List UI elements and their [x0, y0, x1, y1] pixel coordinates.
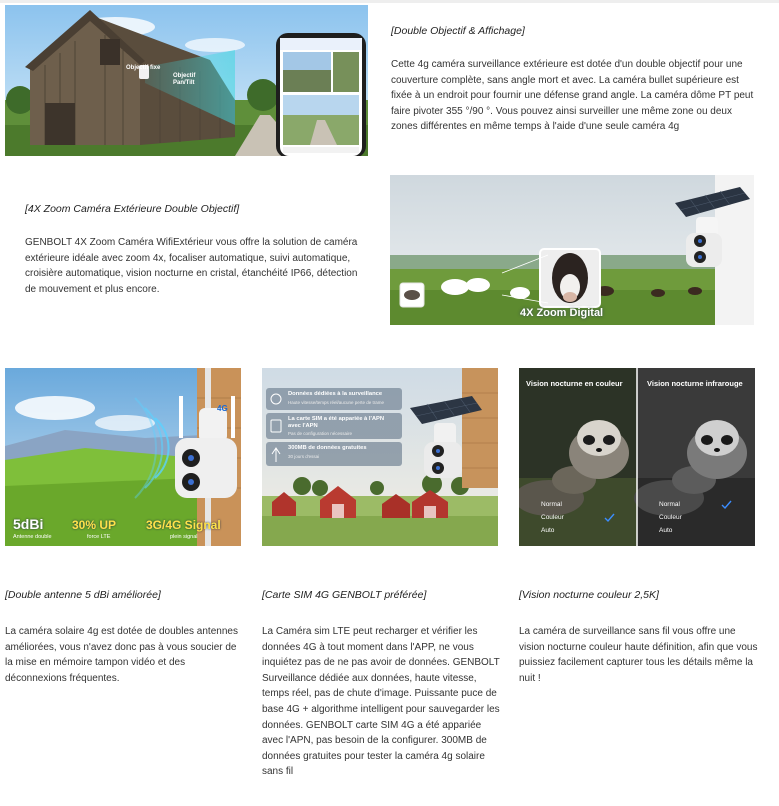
sim-feature-2-title: La carte SIM a été appariée à l'APN avec l'APN — [288, 416, 385, 429]
sim-title: [Carte SIM 4G GENBOLT préférée] — [262, 589, 427, 601]
barn-dual-lens-image — [5, 5, 368, 156]
night-title: [Vision nocturne couleur 2,5K] — [519, 589, 659, 601]
mode-right-color: Couleur — [659, 514, 682, 521]
sim-feature-3-sub: 30 jours d'essai — [288, 454, 320, 459]
night-text: La caméra de surveillance sans fil vous offre une vision nocturne couleur haute définition, afin que vous puissiez facilement capturer tous les détails même la nuit ! — [519, 626, 758, 684]
dual-lens-text: Cette 4g caméra surveillance extérieure est dotée d'un double objectif pour une couverture complète, sans angle mort et avec. La caméra bullet supérieure est fixée à un endroit pour fournir une défense grand angle. La caméra dôme PT peut faire pivoter 355 °/90 °. Vous pouvez ainsi surveiller une même zone ou deux zones différentes en même temps à l'aide d'une seule caméra 4g — [391, 59, 754, 133]
ir-night-label: Vision nocturne infrarouge — [647, 379, 743, 388]
sim-card-image — [262, 368, 498, 546]
dbi-sublabel: Antenne double — [13, 534, 52, 540]
mode-left-color: Couleur — [541, 514, 564, 521]
signal-label: 3G/4G Signal — [146, 518, 221, 532]
dbi-label: 5dBi — [13, 516, 44, 532]
antenna-title: [Double antenne 5 dBi améliorée] — [5, 589, 161, 601]
night-vision-image — [519, 368, 755, 546]
antenna-image — [5, 368, 241, 546]
mode-left-normal: Normal — [541, 501, 562, 508]
mode-left-auto: Auto — [541, 527, 555, 534]
zoom-title: [4X Zoom Caméra Extérieure Double Objectif] — [25, 203, 240, 215]
dual-lens-title: [Double Objectif & Affichage] — [391, 25, 525, 37]
mode-right-auto: Auto — [659, 527, 673, 534]
pantilt-lens-label: Objectif Pan/Tilt — [173, 73, 196, 86]
mode-right-normal: Normal — [659, 501, 680, 508]
zoom-digital-caption: 4X Zoom Digital — [520, 307, 604, 319]
up-label: 30% UP — [72, 518, 117, 532]
up-sublabel: force LTE — [87, 534, 111, 540]
4g-badge: 4G — [217, 404, 228, 413]
sim-feature-1-sub: Haute vitesse/temps réel/aucune perte de trame — [288, 400, 385, 405]
sim-feature-3-title: 300MB de données gratuites — [288, 445, 367, 451]
color-night-label: Vision nocturne en couleur — [526, 379, 623, 388]
zoom-text: GENBOLT 4X Zoom Caméra WifiExtérieur vous offre la solution de caméra extérieure idéale avec zoom 4x, focaliser automatique, suivi automatique, croisière automatique, vision nocturne en cristal, étanchéité IP66, détection de mouvement et plus encore. — [25, 237, 358, 295]
sim-feature-1-title: Données dédiées à la surveillance — [288, 391, 383, 397]
fixed-lens-label: Objectif fixe — [126, 65, 161, 71]
sim-feature-2-sub: Pas de configuration nécessaire — [288, 431, 353, 436]
antenna-text: La caméra solaire 4g est dotée de doubles antennes améliorées, vous n'avez donc pas à vous soucier de la mise en mémoire tampon vidéo et des déconnexions fréquentes. — [5, 626, 238, 684]
signal-sublabel: plein signal — [170, 534, 198, 540]
top-divider — [0, 0, 779, 3]
sim-text: La Caméra sim LTE peut recharger et vérifier les données 4G à tout moment dans l'APP, ne vous inquiétez pas de ne pas avoir de données. GENBOLT Surveillance dédiée aux données, haute vitesse, temps réel, pas de chute d'image. Puissante puce de base 4G + algorithme intelligent pour sauvegarder les données. GENBOLT carte SIM 4G a été appariée avec l'APN, pas besoin de la configurer. 300MB de données gratuites pour tester la caméra 4g solaire sans fil — [262, 626, 500, 778]
zoom-camera-image — [390, 175, 754, 325]
